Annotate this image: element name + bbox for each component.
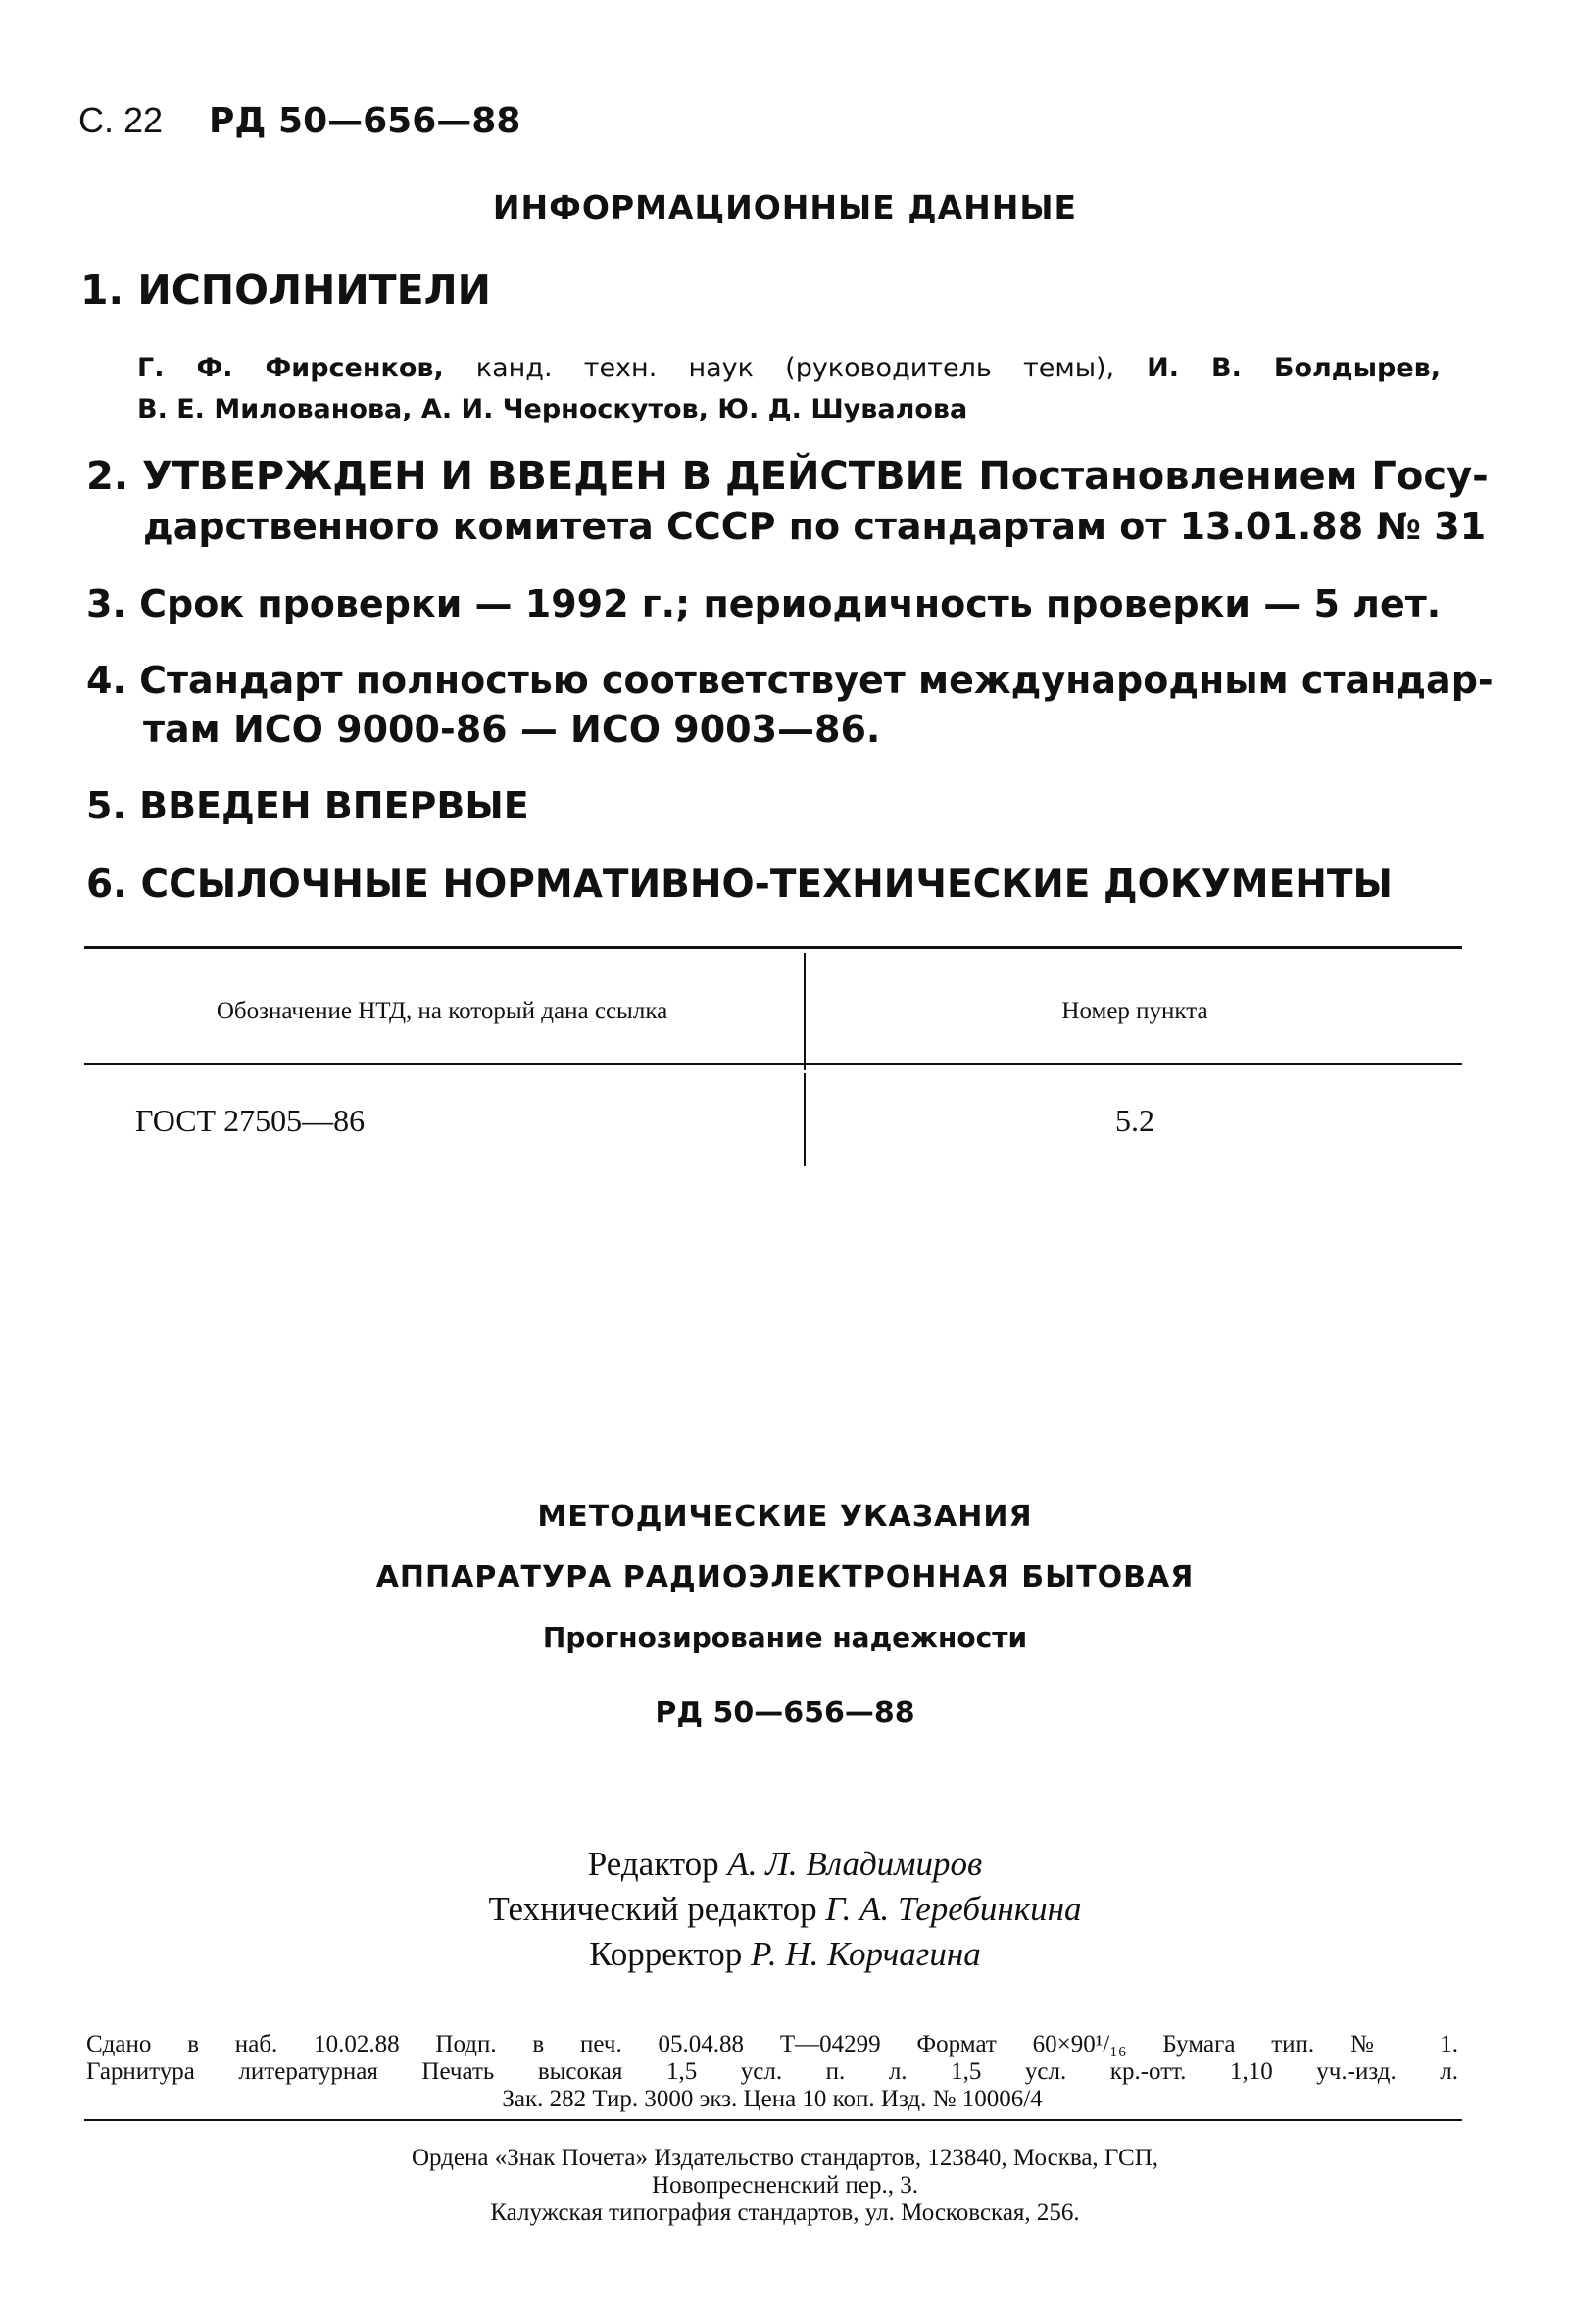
section-2-line-1-rest: Постановлением Госу- bbox=[978, 454, 1489, 499]
section-4 bbox=[86, 659, 1494, 751]
publisher-line-2: Новопресненский пер., 3. bbox=[652, 2172, 918, 2199]
imprint-block bbox=[86, 2031, 1458, 2113]
methodical-subsubtitle: Прогнозирование надежности bbox=[542, 1621, 1028, 1654]
corrector-name: Р. Н. Корчагина bbox=[750, 1935, 981, 1973]
section-2-number: 2. bbox=[86, 454, 129, 499]
document-code: РД 50—656—88 bbox=[209, 101, 521, 141]
methodical-code: РД 50—656—88 bbox=[655, 1696, 915, 1730]
table-header-designation: Обозначение НТД, на который дана ссылка bbox=[216, 998, 668, 1024]
section-4-line-1: 4. Стандарт полностью соответствует международным стандар- bbox=[86, 659, 1494, 702]
corrector-line bbox=[0, 1935, 1570, 1974]
section-4-line-2: там ИСО 9000-86 — ИСО 9003—86. bbox=[143, 708, 881, 751]
page-header bbox=[78, 100, 520, 141]
section-6: 6. ССЫЛОЧНЫЕ НОРМАТИВНО-ТЕХНИЧЕСКИЕ ДОКУМЕНТЫ bbox=[86, 863, 1393, 907]
section-5: 5. ВВЕДЕН ВПЕРВЫЕ bbox=[86, 784, 529, 827]
table-cell-designation: ГОСТ 27505—86 bbox=[135, 1103, 366, 1138]
section-2 bbox=[86, 454, 1489, 548]
editor-name: А. Л. Владимиров bbox=[727, 1845, 983, 1883]
table-cell-clause: 5.2 bbox=[1115, 1103, 1154, 1138]
section-2-line-1 bbox=[86, 454, 1489, 499]
authors-line-1 bbox=[137, 348, 1441, 389]
tech-editor-role: Технический редактор bbox=[488, 1890, 817, 1928]
section-2-heading: УТВЕРЖДЕН И ВВЕДЕН В ДЕЙСТВИЕ bbox=[141, 454, 965, 499]
author-second: И. В. Болдырев, bbox=[1147, 353, 1441, 383]
section-1-title: 1. ИСПОЛНИТЕЛИ bbox=[80, 267, 491, 314]
section-2-line-2: дарственного комитета СССР по стандартам от 13.01.88 № 31 bbox=[143, 505, 1487, 548]
table-body-divider bbox=[804, 1073, 806, 1166]
authors-block bbox=[137, 348, 1441, 430]
tech-editor-name: Г. А. Теребинкина bbox=[825, 1890, 1082, 1928]
corrector-role: Корректор bbox=[589, 1935, 743, 1973]
publisher-line-1: Ордена «Знак Почета» Издательство стандартов, 123840, Москва, ГСП, bbox=[411, 2145, 1159, 2171]
table-header-rule bbox=[84, 1063, 1462, 1065]
table-top-rule bbox=[84, 946, 1462, 949]
methodical-title: МЕТОДИЧЕСКИЕ УКАЗАНИЯ bbox=[537, 1500, 1033, 1534]
imprint-line-3: Зак. 282 Тир. 3000 экз. Цена 10 коп. Изд. № 10006/4 bbox=[502, 2086, 1043, 2112]
editor-line bbox=[0, 1845, 1570, 1884]
tech-editor-line bbox=[0, 1890, 1570, 1929]
section-3: 3. Срок проверки — 1992 г.; периодичность проверки — 5 лет. bbox=[86, 582, 1442, 625]
imprint-line-2: Гарнитура литературная Печать высокая 1,5 усл. п. л. 1,5 усл. кр.-отт. 1,10 уч.-изд. л. bbox=[86, 2058, 1458, 2085]
page-number: С. 22 bbox=[78, 100, 164, 140]
authors-line-2: В. Е. Милованова, А. И. Черноскутов, Ю. Д. Шувалова bbox=[137, 394, 968, 424]
imprint-rule bbox=[84, 2119, 1462, 2121]
table-header-divider bbox=[804, 953, 806, 1070]
info-heading: ИНФОРМАЦИОННЫЕ ДАННЫЕ bbox=[492, 188, 1078, 226]
methodical-subtitle: АППАРАТУРА РАДИОЭЛЕКТРОННАЯ БЫТОВАЯ bbox=[375, 1560, 1195, 1595]
author-lead-role: канд. техн. наук (руководитель темы), bbox=[475, 353, 1115, 383]
author-lead: Г. Ф. Фирсенков, bbox=[137, 353, 444, 383]
publisher-line-3: Калужская типография стандартов, ул. Московская, 256. bbox=[490, 2200, 1080, 2226]
imprint-line-1: Сдано в наб. 10.02.88 Подп. в печ. 05.04.88 Т—04299 Формат 60×90¹/₁₆ Бумага тип. № 1. bbox=[86, 2031, 1458, 2057]
publisher-block bbox=[0, 2145, 1570, 2227]
table-header-clause: Номер пункта bbox=[1061, 998, 1208, 1024]
editor-role: Редактор bbox=[587, 1845, 719, 1883]
